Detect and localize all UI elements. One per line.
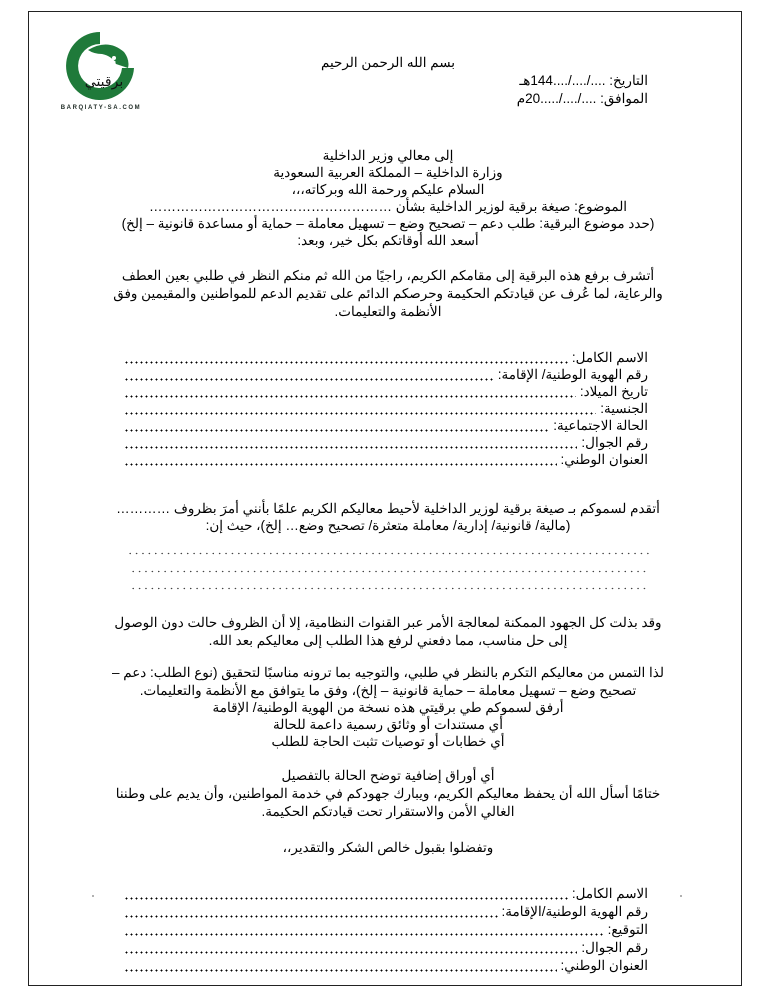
attachment-line: أرفق لسموكم طي برقيتي هذه نسخة من الهوية الوطنية/ الإقامة: [212, 700, 564, 715]
fill-line[interactable]: [124, 400, 596, 417]
fill-line[interactable]: [124, 366, 494, 383]
field-marital-status[interactable]: [124, 417, 648, 434]
field-nationality[interactable]: [124, 400, 648, 417]
fill-line[interactable]: [124, 921, 604, 938]
signature-field[interactable]: [124, 921, 648, 938]
efforts-line: وقد بذلت كل الجهود الممكنة لمعالجة الأمر عبر القنوات النظامية، إلا أن الظروف حالت دون الوصول: [114, 615, 662, 630]
recipient-ministry: وزارة الداخلية – المملكة العربية السعودية: [273, 165, 503, 180]
opening: أسعد الله أوقاتكم بكل خير، وبعد:: [297, 233, 479, 248]
fill-line[interactable]: [124, 417, 549, 434]
circumstances-line: أتقدم لسموكم بـ صيغة برقية لوزير الداخلية لأحيط معاليكم الكريم علمًا بأنني أمرَ بظروف …………: [116, 501, 660, 516]
field-mobile[interactable]: [124, 434, 648, 451]
intro-line: والرعاية، لما عُرف عن قيادتكم الحكيمة وحرصكم الدائم على تقديم الدعم للمواطنين والمقيمين وفق: [113, 286, 663, 301]
field-label: التوقيع:: [607, 922, 648, 937]
details-fill-line[interactable]: [130, 575, 648, 592]
field-label: رقم الجوال:: [581, 940, 648, 955]
date-gregorian: الموافق: ..../..../.....20م: [516, 91, 648, 106]
closing-line: ختامًا أسأل الله أن يحفظ معاليكم الكريم، ويبارك جهودكم في خدمة المواطنين، وأن يديم على وطننا: [115, 786, 661, 801]
field-birth-date[interactable]: [124, 383, 648, 400]
field-national-address[interactable]: [124, 451, 648, 468]
field-id-number[interactable]: [124, 366, 648, 383]
signature-mobile[interactable]: [124, 939, 648, 956]
efforts-line: إلى حل مناسب، مما دفعني لرفع هذا الطلب إلى معاليكم بعد الله.: [208, 633, 568, 648]
field-label: العنوان الوطني:: [560, 452, 648, 467]
fill-line[interactable]: [124, 903, 498, 920]
subject-hint: (حدد موضوع البرقية: طلب دعم – تصحيح وضع – تسهيل معاملة – حماية أو مساعدة قانونية – إلخ): [121, 216, 655, 231]
signature-full-name[interactable]: [124, 885, 648, 902]
signature-national-address[interactable]: [124, 957, 648, 974]
field-label: رقم الهوية الوطنية/ الإقامة:: [497, 367, 648, 382]
signature-id-number[interactable]: [124, 903, 648, 920]
request-line: تصحيح وضع – تسهيل معاملة – حماية قانونية – إلخ)، وفق ما يتوافق مع الأنظمة والتعليمات.: [139, 683, 637, 698]
field-label: الحالة الاجتماعية:: [553, 418, 648, 433]
fill-line[interactable]: [124, 383, 576, 400]
thanks-line: وتفضلوا بقبول خالص الشكر والتقدير،،: [282, 840, 494, 855]
request-line: لذا التمس من معاليكم التكرم بالنظر في طلبي، والتوجيه بما ترونه مناسبًا لتحقيق (نوع الطلب: دعم –: [111, 665, 664, 680]
greeting: السلام عليكم ورحمة الله وبركاته،،،: [291, 182, 485, 197]
fill-line[interactable]: [124, 939, 577, 956]
closing-line: الغالي الأمن والاستقرار تحت قيادتكم الحكيمة.: [261, 804, 515, 819]
field-label: الاسم الكامل:: [571, 350, 648, 365]
details-fill-line[interactable]: [127, 540, 650, 557]
intro-line: الأنظمة والتعليمات.: [334, 304, 442, 319]
logo-url: BARQIATY-SA.COM: [60, 105, 142, 111]
logo-brand-text: برقيتي: [84, 74, 124, 90]
fill-line[interactable]: [124, 349, 568, 366]
field-full-name[interactable]: [124, 349, 648, 366]
circumstances-line: (مالية/ قانونية/ إدارية/ معاملة متعثرة/ تصحيح وضع… إلخ)، حيث إن:: [205, 518, 571, 533]
field-label: رقم الهوية الوطنية/الإقامة:: [501, 904, 648, 919]
fill-line[interactable]: [124, 434, 577, 451]
attachment-line: أي أوراق إضافية توضح الحالة بالتفصيل: [281, 768, 495, 783]
intro-line: أتشرف برفع هذه البرقية إلى مقامكم الكريم، راجيًا من الله ثم منكم النظر في طلبي بعين العطف: [121, 268, 655, 283]
field-label: رقم الجوال:: [581, 435, 648, 450]
page-mark: [680, 895, 682, 897]
fill-line[interactable]: [124, 957, 557, 974]
field-label: الجنسية:: [600, 401, 648, 416]
field-label: الاسم الكامل:: [571, 886, 648, 901]
details-fill-line[interactable]: [130, 558, 648, 575]
date-hijri: التاريخ: ..../..../....144هـ: [519, 73, 648, 88]
field-label: العنوان الوطني:: [560, 958, 648, 973]
field-label: تاريخ الميلاد:: [579, 384, 648, 399]
subject-line: الموضوع: صيغة برقية لوزير الداخلية بشأن ………………………………………………: [148, 199, 628, 214]
attachment-line: أي خطابات أو توصيات تثبت الحاجة للطلب: [271, 734, 505, 749]
recipient-title: إلى معالي وزير الداخلية: [322, 148, 454, 163]
attachment-line: أي مستندات أو وثائق رسمية داعمة للحالة: [272, 717, 504, 732]
fill-line[interactable]: [124, 885, 568, 902]
fill-line[interactable]: [124, 451, 557, 468]
page-mark: [92, 895, 94, 897]
basmala: بسم الله الرحمن الرحيم: [320, 55, 456, 70]
